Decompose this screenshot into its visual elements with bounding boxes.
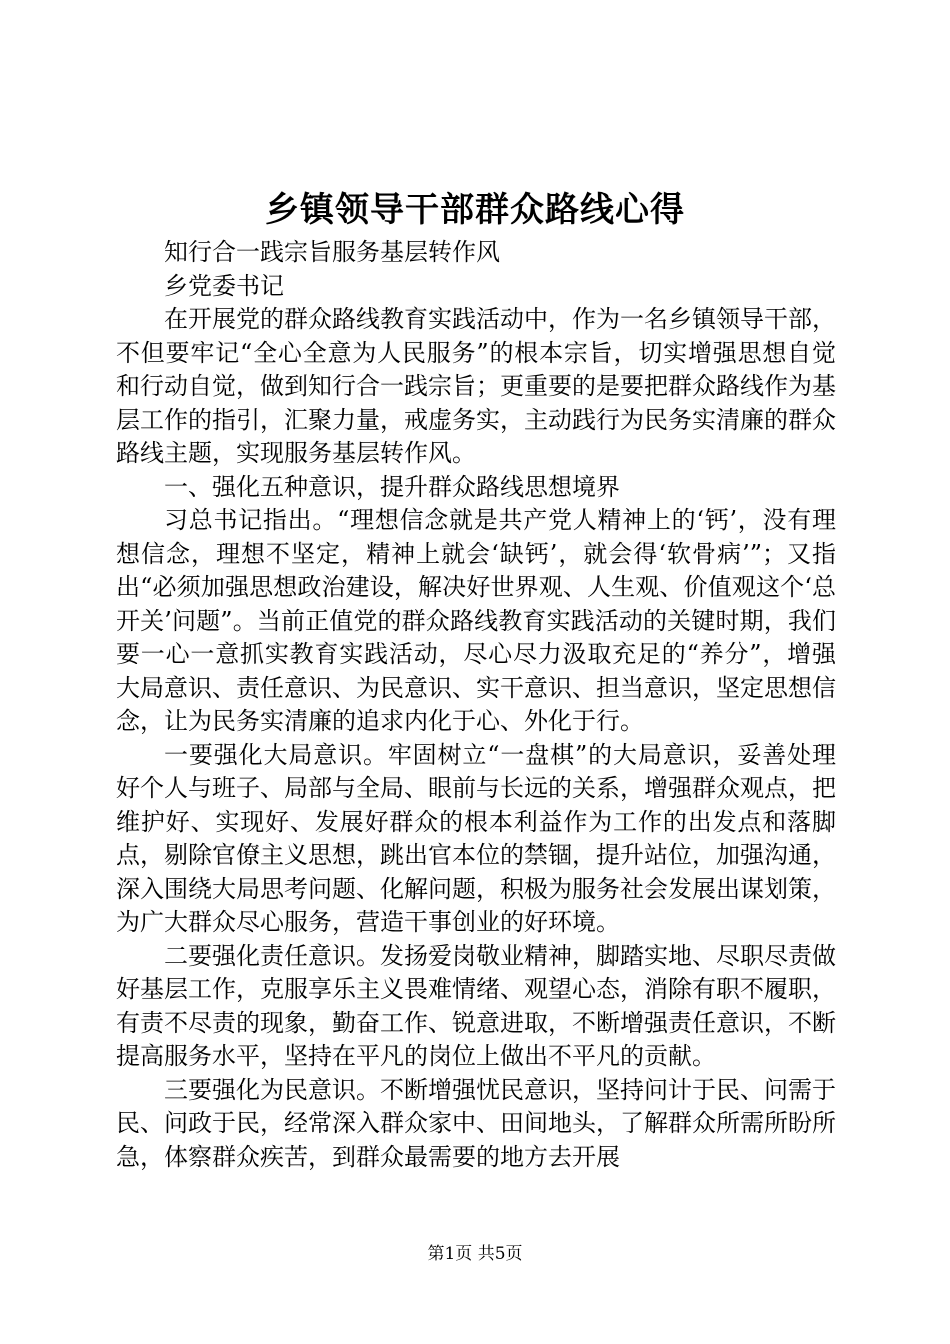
document-body bbox=[116, 236, 836, 1174]
paragraph: 三要强化为民意识。不断增强忧民意识，坚持问计于民、问需于民、问政于民，经常深入群众家中、田间地头，了解群众所需所盼所急，体察群众疾苦，到群众最需要的地方去开展 bbox=[116, 1075, 836, 1171]
paragraph: 一要强化大局意识。牢固树立“一盘棋”的大局意识，妥善处理好个人与班子、局部与全局、眼前与长远的关系，增强群众观点，把维护好、实现好、发展好群众的根本利益作为工作的出发点和落脚点，剔除官僚主义思想，跳出官本位的禁锢，提升站位，加强沟通，深入围绕大局思考问题、化解问题，积极为服务社会发展出谋划策，为广大群众尽心服务，营造干事创业的好环境。 bbox=[116, 740, 836, 936]
paragraph: 习总书记指出。“理想信念就是共产党人精神上的‘钙’，没有理想信念，理想不坚定，精神上就会‘缺钙’，就会得‘软骨病’”；又指出“必须加强思想政治建设，解决好世界观、人生观、价值观这个‘总开关’问题”。当前正值党的群众路线教育实践活动的关键时期，我们要一心一意抓实教育实践活动，尽心尽力汲取充足的“养分”，增强大局意识、责任意识、为民意识、实干意识、担当意识，坚定思想信念，让为民务实清廉的追求内化于心、外化于行。 bbox=[116, 506, 836, 735]
document-title: 乡镇领导干部群众路线心得 bbox=[265, 190, 685, 230]
paragraph: 在开展党的群众路线教育实践活动中，作为一名乡镇领导干部，不但要牢记“全心全意为人民服务”的根本宗旨，切实增强思想自觉和行动自觉，做到知行合一践宗旨；更重要的是要把群众路线作为基层工作的指引，汇聚力量，戒虚务实，主动践行为民务实清廉的群众路线主题，实现服务基层转作风。 bbox=[116, 305, 836, 467]
section-heading: 一、强化五种意识，提升群众路线思想境界 bbox=[164, 472, 620, 501]
paragraph: 二要强化责任意识。发扬爱岗敬业精神，脚踏实地、尽职尽责做好基层工作，克服享乐主义畏难情绪、观望心态，消除有职不履职，有责不尽责的现象，勤奋工作、锐意进取，不断增强责任意识，不断提高服务水平，坚持在平凡的岗位上做出不平凡的贡献。 bbox=[116, 941, 836, 1070]
author-line: 乡党委书记 bbox=[164, 271, 284, 300]
subtitle: 知行合一践宗旨服务基层转作风 bbox=[164, 238, 500, 266]
page-footer: 第1页 共5页 bbox=[427, 1244, 523, 1264]
